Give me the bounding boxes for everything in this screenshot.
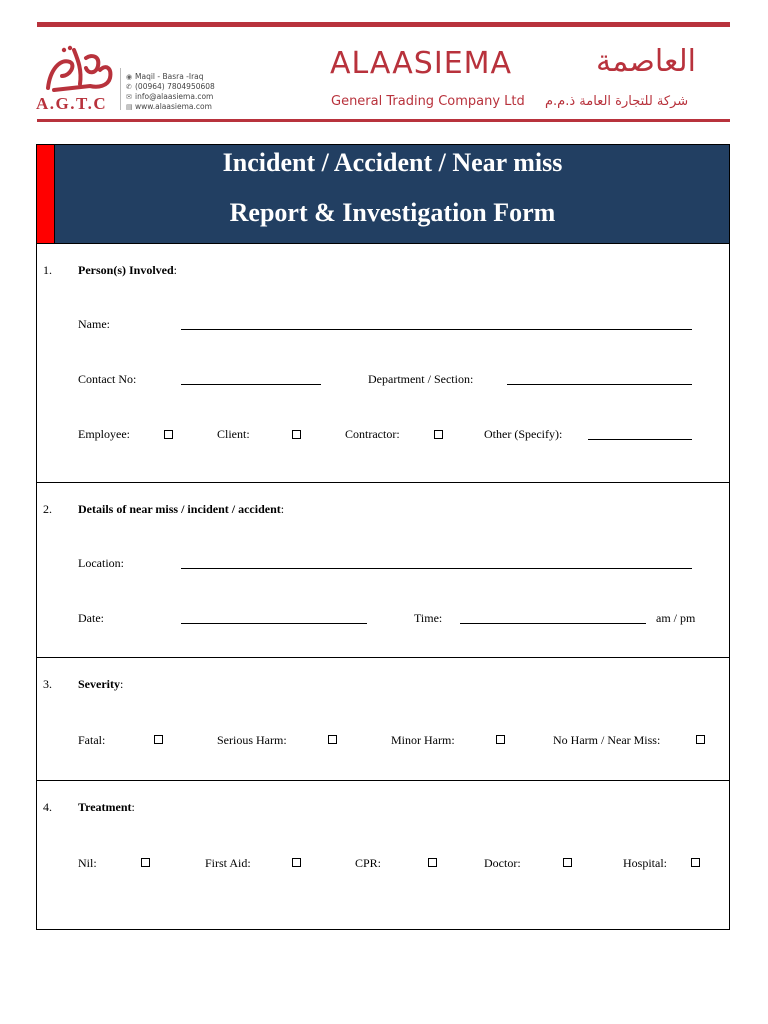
- section-number: 1.: [43, 263, 52, 277]
- email-icon: ✉: [126, 93, 132, 101]
- brand-subtitle: General Trading Company Ltd: [331, 94, 525, 109]
- phone-icon: ✆: [126, 83, 132, 91]
- department-field[interactable]: [507, 384, 692, 385]
- doctor-label: Doctor:: [484, 856, 521, 870]
- time-field[interactable]: [460, 623, 646, 624]
- section-treatment: [36, 780, 730, 930]
- am-pm-label: am / pm: [656, 611, 696, 625]
- minor-harm-label: Minor Harm:: [391, 733, 455, 747]
- section-heading: Person(s) Involved:: [78, 263, 178, 277]
- other-specify-field[interactable]: [588, 439, 692, 440]
- company-logo-icon: [40, 40, 116, 98]
- nil-checkbox[interactable]: [141, 858, 150, 867]
- serious-harm-label: Serious Harm:: [217, 733, 287, 747]
- date-field[interactable]: [181, 623, 367, 624]
- time-label: Time:: [414, 611, 443, 625]
- section-number: 4.: [43, 800, 52, 814]
- other-label: Other (Specify):: [484, 427, 563, 441]
- brand-subtitle-arabic: شركة للتجارة العامة ذ.م.م: [545, 94, 689, 109]
- location-pin-icon: ◉: [126, 73, 133, 81]
- employee-label: Employee:: [78, 427, 130, 441]
- title-accent-bar: [36, 144, 55, 244]
- name-field[interactable]: [181, 329, 692, 330]
- date-label: Date:: [78, 611, 104, 625]
- first-aid-label: First Aid:: [205, 856, 251, 870]
- client-label: Client:: [217, 427, 250, 441]
- employee-checkbox[interactable]: [164, 430, 173, 439]
- no-harm-label: No Harm / Near Miss:: [553, 733, 661, 747]
- client-checkbox[interactable]: [292, 430, 301, 439]
- doctor-checkbox[interactable]: [563, 858, 572, 867]
- section-heading: Severity:: [78, 677, 124, 691]
- contractor-label: Contractor:: [345, 427, 400, 441]
- section-number: 2.: [43, 502, 52, 516]
- section-persons-involved: [36, 243, 730, 483]
- contact-phone: ✆ (00964) 7804950608: [126, 82, 215, 91]
- section-heading: Treatment:: [78, 800, 135, 814]
- fatal-label: Fatal:: [78, 733, 106, 747]
- contact-web: ▤ www.alaasiema.com: [126, 102, 212, 111]
- contact-email: ✉ info@alaasiema.com: [126, 92, 214, 101]
- header-bottom-rule: [37, 119, 730, 122]
- logo-text: A.G.T.C: [36, 94, 108, 113]
- contact-no-label: Contact No:: [78, 372, 137, 386]
- web-icon: ▤: [126, 103, 133, 111]
- form-title-line2: Report & Investigation Form: [229, 198, 556, 227]
- hospital-label: Hospital:: [623, 856, 667, 870]
- location-label: Location:: [78, 556, 124, 570]
- contact-address: ◉ Maqil - Basra -Iraq: [126, 72, 204, 81]
- section-number: 3.: [43, 677, 52, 691]
- department-label: Department / Section:: [368, 372, 474, 386]
- minor-harm-checkbox[interactable]: [496, 735, 505, 744]
- serious-harm-checkbox[interactable]: [328, 735, 337, 744]
- section-heading: Details of near miss / incident / accident:: [78, 502, 285, 516]
- cpr-label: CPR:: [355, 856, 382, 870]
- location-field[interactable]: [181, 568, 692, 569]
- header-top-rule: [37, 22, 730, 27]
- header-divider: [120, 68, 121, 110]
- brand-name: ALAASIEMA: [330, 46, 513, 81]
- nil-label: Nil:: [78, 856, 97, 870]
- contact-no-field[interactable]: [181, 384, 321, 385]
- section-severity: [36, 657, 730, 781]
- brand-name-arabic: العاصمة: [596, 44, 696, 79]
- cpr-checkbox[interactable]: [428, 858, 437, 867]
- fatal-checkbox[interactable]: [154, 735, 163, 744]
- hospital-checkbox[interactable]: [691, 858, 700, 867]
- first-aid-checkbox[interactable]: [292, 858, 301, 867]
- no-harm-checkbox[interactable]: [696, 735, 705, 744]
- form-title-line1: Incident / Accident / Near miss: [222, 148, 563, 177]
- contractor-checkbox[interactable]: [434, 430, 443, 439]
- name-label: Name:: [78, 317, 110, 331]
